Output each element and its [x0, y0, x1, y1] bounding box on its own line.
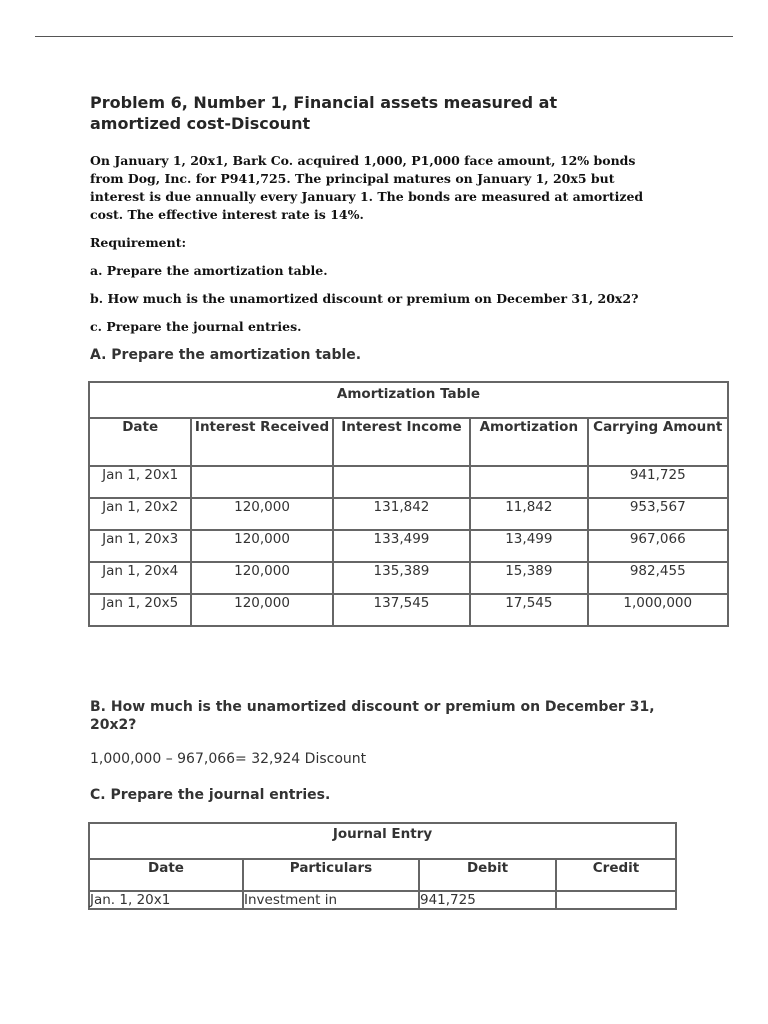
amortization-table — [88, 381, 729, 627]
cell-credit — [556, 891, 676, 909]
cell-date: Jan. 1, 20x1 — [89, 891, 243, 909]
cell-interest-income: 135,389 — [333, 562, 470, 594]
cell-interest-received: 120,000 — [191, 562, 332, 594]
cell-carrying-amount: 953,567 — [588, 498, 728, 530]
journal-header-row — [89, 859, 676, 891]
cell-amortization: 11,842 — [470, 498, 587, 530]
problem-title: Problem 6, Number 1, Financial assets measured at amortized cost-Discount — [90, 93, 558, 133]
section-c-heading: C. Prepare the journal entries. — [90, 787, 331, 803]
cell-interest-income: 133,499 — [333, 530, 470, 562]
amortization-header-row — [89, 418, 728, 466]
cell-interest-received: 120,000 — [191, 530, 332, 562]
requirement-label: Requirement: — [90, 235, 187, 250]
cell-interest-received: 120,000 — [191, 498, 332, 530]
table-row — [89, 466, 728, 498]
problem-statement: On January 1, 20x1, Bark Co. acquired 1,000, P1,000 face amount, 12% bonds from Dog, Inc. for P941,725. The principal matures on January 1, 20x5 but interest is due annually every January 1. The bonds are measured at amortized cost. The effective interest rate is 14%. — [90, 153, 644, 222]
cell-amortization: 15,389 — [470, 562, 587, 594]
cell-carrying-amount: 982,455 — [588, 562, 728, 594]
cell-carrying-amount: 967,066 — [588, 530, 728, 562]
cell-date: Jan 1, 20x3 — [89, 530, 191, 562]
table-row — [89, 498, 728, 530]
cell-date: Jan 1, 20x5 — [89, 594, 191, 626]
col-header-amortization: Amortization — [470, 418, 587, 466]
col-header-credit: Credit — [556, 859, 676, 891]
cell-interest-income — [333, 466, 470, 498]
col-header-carrying-amount: Carrying Amount — [588, 418, 728, 466]
cell-interest-received: 120,000 — [191, 594, 332, 626]
table-row — [89, 594, 728, 626]
amortization-table-caption: Amortization Table — [89, 382, 728, 418]
top-divider — [35, 36, 733, 37]
journal-table-caption: Journal Entry — [89, 823, 676, 859]
cell-amortization: 17,545 — [470, 594, 587, 626]
cell-debit: 941,725 — [419, 891, 556, 909]
cell-amortization — [470, 466, 587, 498]
journal-entry-table — [88, 822, 677, 910]
table-row — [89, 530, 728, 562]
table-row — [89, 891, 676, 909]
requirement-b: b. How much is the unamortized discount or premium on December 31, 20x2? — [90, 291, 639, 306]
problem-header — [90, 92, 690, 336]
cell-interest-income: 137,545 — [333, 594, 470, 626]
cell-date: Jan 1, 20x4 — [89, 562, 191, 594]
col-header-particulars: Particulars — [243, 859, 419, 891]
cell-interest-received — [191, 466, 332, 498]
cell-particulars: Investment in — [243, 891, 419, 909]
section-b-heading: B. How much is the unamortized discount or premium on December 31, 20x2? — [90, 699, 655, 733]
cell-date: Jan 1, 20x2 — [89, 498, 191, 530]
section-a-heading: A. Prepare the amortization table. — [90, 347, 362, 363]
cell-carrying-amount: 941,725 — [588, 466, 728, 498]
cell-interest-income: 131,842 — [333, 498, 470, 530]
requirement-a: a. Prepare the amortization table. — [90, 263, 328, 278]
col-header-date: Date — [89, 859, 243, 891]
cell-amortization: 13,499 — [470, 530, 587, 562]
cell-date: Jan 1, 20x1 — [89, 466, 191, 498]
col-header-interest-received: Interest Received — [191, 418, 332, 466]
col-header-interest-income: Interest Income — [333, 418, 470, 466]
table-row — [89, 562, 728, 594]
cell-carrying-amount: 1,000,000 — [588, 594, 728, 626]
answer-b: 1,000,000 – 967,066= 32,924 Discount — [90, 751, 367, 767]
col-header-debit: Debit — [419, 859, 556, 891]
col-header-date: Date — [89, 418, 191, 466]
requirement-c: c. Prepare the journal entries. — [90, 319, 302, 334]
